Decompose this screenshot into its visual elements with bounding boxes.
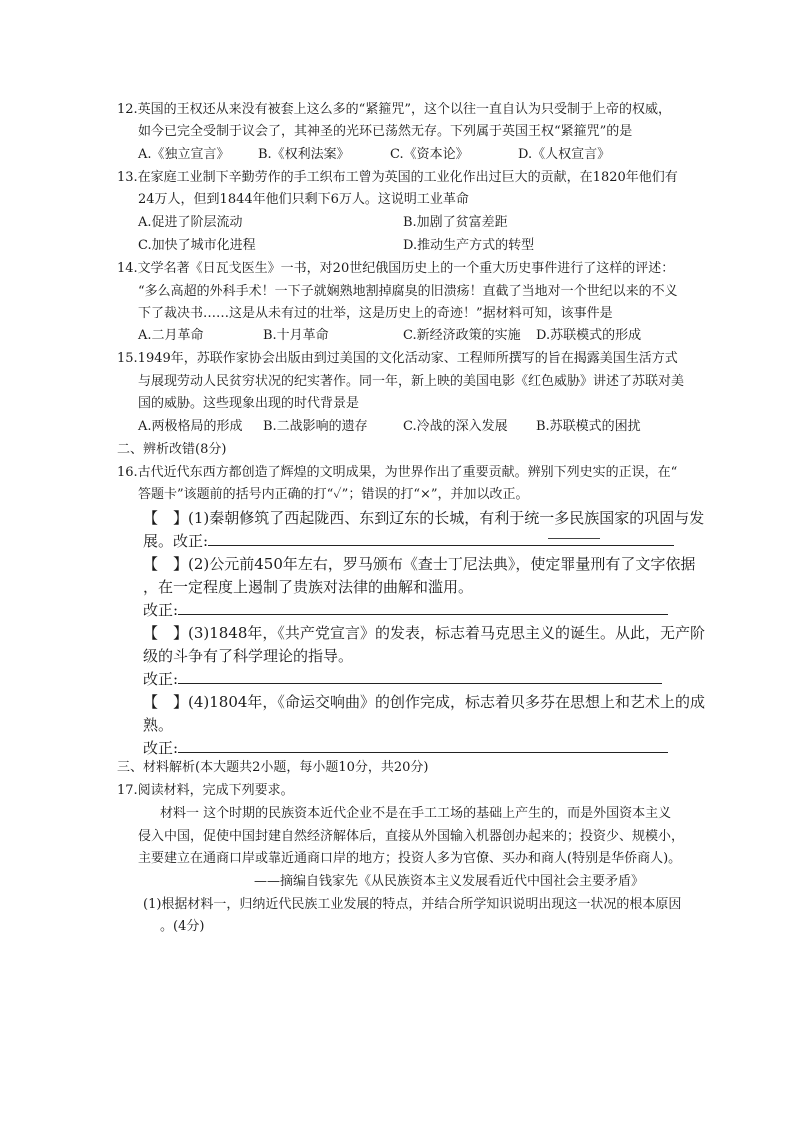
q16-item4-line2: 熟。 (143, 716, 174, 734)
q15-option-c: C.冷战的深入发展 (403, 419, 508, 434)
correction-label: 改正: (143, 670, 179, 688)
q12-option-b: B.《权利法案》 (258, 147, 350, 162)
answer-bracket[interactable]: 【 】 (143, 555, 189, 573)
q13-line2: 24万人，但到1844年他们只剩下6万人。这说明工业革命 (138, 192, 469, 207)
correction-label: 改正: (143, 601, 179, 619)
q14-option-a: A.二月革命 (138, 328, 204, 343)
q17-sub1-line2: 。(4分) (160, 919, 205, 934)
q14-line1: 14.文学名著《日瓦戈医生》一书，对20世纪俄国历史上的一个重大历史事件进行了这样的评述： (117, 261, 675, 276)
q14-option-d: D.苏联模式的形成 (536, 328, 642, 343)
q16-item1-text: (1)秦朝修筑了西起陇西、东到辽东的长城，有利于统一多民族国家的巩固与发 (188, 509, 705, 527)
q14-line2: “多么高超的外科手术！一下子就娴熟地割掉腐臭的旧溃疡！直截了当地对一个世纪以来的不义 (138, 284, 678, 299)
q13-options-row2 (138, 237, 534, 255)
correction-blank-1[interactable] (208, 531, 674, 546)
section-heading-2: 二、辨析改错(8分) (117, 442, 227, 457)
correction-blank-2[interactable] (178, 600, 668, 615)
q14-options (138, 327, 641, 345)
q17-material1-line3: 主要建立在通商口岸或靠近通商口岸的地方；投资人多为官僚、买办和商人(特别是华侨商人)。 (138, 851, 682, 866)
answer-bracket[interactable]: 【 】 (143, 509, 189, 527)
q14-option-c: C.新经济政策的实施 (403, 328, 521, 343)
q16-item4-text: (4)1804年，《命运交响曲》的创作完成，标志着贝多芬在思想上和艺术上的成 (188, 693, 705, 711)
correction-blank-4[interactable] (178, 738, 668, 753)
q12-option-d: D.《人权宣言》 (518, 147, 611, 162)
q16-item2-line1 (143, 553, 695, 575)
q16-item2-text: (2)公元前450年左右，罗马颁布《查士丁尼法典》，使定罪量刑有了文字依据 (188, 555, 696, 573)
q15-option-a: A.两极格局的形成 (138, 419, 243, 434)
q16-item4-correction (143, 737, 668, 759)
q16-line1: 16.古代近代东西方都创造了辉煌的文明成果，为世界作出了重要贡献。辨别下列史实的正误，在“ (117, 465, 678, 480)
q12-line1: 12.英国的王权还从来没有被套上这么多的“紧箍咒”，这个以往一直自认为只受制于上帝的权威， (117, 102, 671, 117)
q16-item1-line1 (143, 507, 704, 529)
q15-option-b: B.二战影响的遗存 (263, 419, 368, 434)
correction-blank-3[interactable] (178, 669, 662, 684)
q15-line3: 国的威胁。这些现象出现的时代背景是 (138, 396, 360, 411)
answer-bracket[interactable]: 【 】 (143, 624, 189, 642)
q16-item2-line2: ，在一定程度上遏制了贵族对法律的曲解和滥用。 (143, 578, 474, 596)
q17-sub1-line1: (1)根据材料一，归纳近代民族工业发展的特点，并结合所学知识说明出现这一状况的根本原因 (143, 897, 682, 912)
q13-options-row1 (138, 214, 508, 232)
q16-item3-line1 (143, 622, 705, 644)
q13-option-c: C.加快了城市化进程 (138, 238, 256, 253)
q17-material1-line2: 侵入中国，促使中国封建自然经济解体后，直接从外国输入机器创办起来的；投资少、规模小， (138, 829, 685, 844)
dash-mark (548, 538, 600, 539)
q16-item3-line2: 级的斗争有了科学理论的指导。 (143, 647, 354, 665)
q14-line3: 下了裁决书……这是从未有过的壮举，这是历史上的奇迹！”据材料可知，该事件是 (138, 306, 613, 321)
q16-item4-line1 (143, 691, 705, 713)
q16-item2-correction (143, 599, 668, 621)
q17-intro: 17.阅读材料，完成下列要求。 (117, 783, 294, 798)
q12-option-a: A.《独立宣言》 (138, 147, 230, 162)
q13-line1: 13.在家庭工业制下辛勤劳作的手工织布工曾为英国的工业化作出过巨大的贡献，在1820年他们有 (117, 170, 678, 185)
q13-option-d: D.推动生产方式的转型 (403, 238, 535, 253)
q16-item1-line2 (143, 530, 674, 552)
q15-option-d: B.苏联模式的困扰 (536, 419, 641, 434)
answer-bracket[interactable]: 【 】 (143, 693, 189, 711)
q16-line2: 答题卡”该题前的括号内正确的打“✓”；错误的打“×”，并加以改正。 (138, 487, 529, 502)
q16-item1-correction-label: 展。改正: (143, 532, 209, 550)
q16-item3-text: (3)1848年，《共产党宣言》的发表，标志着马克思主义的诞生。从此，无产阶 (188, 624, 705, 642)
q14-option-b: B.十月革命 (263, 328, 329, 343)
q16-item3-correction (143, 668, 662, 690)
q17-source: ——摘编自钱家先《从民族资本主义发展看近代中国社会主要矛盾》 (254, 874, 645, 889)
section-heading-3: 三、材料解析(本大题共2小题，每小题10分，共20分) (117, 760, 429, 775)
q15-line1: 15.1949年，苏联作家协会出版由到过美国的文化活动家、工程师所撰写的旨在揭露美国生活方式 (117, 351, 678, 366)
q13-option-a: A.促进了阶层流动 (138, 215, 243, 230)
q15-line2: 与展现劳动人民贫穷状况的纪实著作。同一年，新上映的美国电影《红色威胁》讲述了苏联对美 (138, 374, 685, 389)
q12-line2: 如今已完全受制于议会了，其神圣的光环已荡然无存。下列属于英国王权“紧箍咒”的是 (138, 124, 633, 139)
q13-option-b: B.加剧了贫富差距 (403, 215, 508, 230)
q12-options (138, 146, 610, 164)
q12-option-c: C.《资本论》 (390, 147, 469, 162)
correction-label: 改正: (143, 739, 179, 757)
q15-options (138, 418, 641, 436)
q17-material1-line1: 材料一 这个时期的民族资本近代企业不是在手工工场的基础上产生的，而是外国资本主义 (160, 806, 672, 821)
